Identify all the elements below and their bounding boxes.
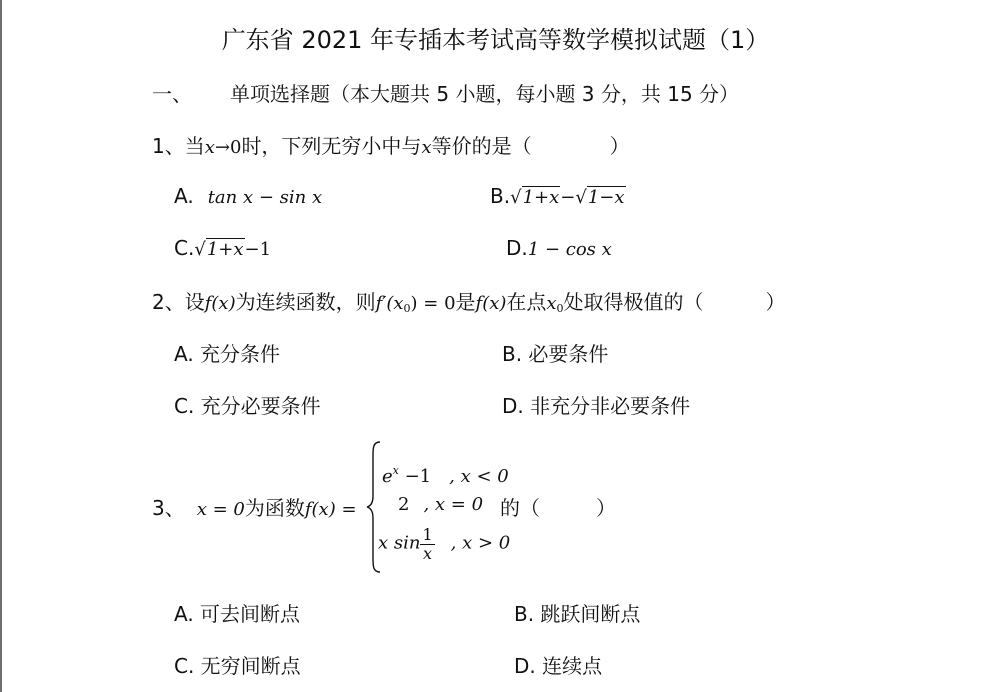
q2-option-a: A. 充分条件 bbox=[174, 342, 281, 366]
q1-zero: 0 bbox=[229, 137, 242, 158]
q1-option-d-expr: 1 − cos x bbox=[527, 239, 612, 260]
q1-option-d-label: D. bbox=[506, 236, 528, 260]
q3-case2-condition: , x = 0 bbox=[423, 494, 484, 515]
q3-case1-exponent: x bbox=[392, 464, 399, 477]
q1-option-b-minus: − bbox=[560, 187, 576, 208]
q1-option-b-label: B. bbox=[490, 184, 511, 208]
question-2 bbox=[152, 286, 786, 315]
sqrt-icon: √ bbox=[194, 239, 206, 260]
q3-tail bbox=[500, 492, 616, 521]
q3-case2-value: 2 bbox=[398, 494, 410, 515]
q2-point-x: x bbox=[546, 293, 557, 314]
q1-option-b-radicand-1: 1+x bbox=[522, 187, 560, 208]
question-3-lead bbox=[152, 492, 357, 521]
q3-case1-condition: , x < 0 bbox=[449, 466, 509, 487]
q3-option-b: B. 跳跃间断点 bbox=[514, 602, 641, 626]
q3-case3-numerator: 1 bbox=[422, 525, 433, 544]
q2-derivative: f′(x bbox=[375, 293, 404, 314]
q1-option-a-expr: tan x − sin x bbox=[207, 187, 323, 208]
q1-var-x: x bbox=[204, 137, 215, 158]
q2-text-mid3: 在点 bbox=[506, 290, 547, 314]
q3-func: f(x) = bbox=[304, 499, 357, 520]
q2-text-mid1: 为连续函数，则 bbox=[235, 290, 376, 314]
q1-arrow: → bbox=[214, 137, 230, 158]
sqrt-icon: √ bbox=[575, 187, 587, 208]
q2-text-tail: 处取得极值的（ bbox=[563, 290, 704, 314]
q2-func-1: f(x) bbox=[204, 293, 236, 314]
q1-close-paren: ） bbox=[609, 134, 630, 158]
q1-option-c bbox=[174, 236, 271, 260]
q3-case3-fraction bbox=[420, 526, 434, 562]
section-number: 一、 bbox=[152, 82, 192, 106]
q2-option-b: B. 必要条件 bbox=[502, 342, 609, 366]
q1-option-b-radicand-2: 1−x bbox=[587, 187, 625, 208]
q3-case3-condition: , x > 0 bbox=[450, 532, 511, 554]
q3-case3-prefix: x sin bbox=[378, 532, 421, 554]
q3-condition: x = 0 bbox=[196, 499, 245, 520]
q3-text-tail: 的（ bbox=[500, 496, 540, 520]
q3-close-paren: ） bbox=[596, 496, 616, 520]
q3-number: 3、 bbox=[152, 496, 185, 520]
left-page-edge bbox=[0, 0, 2, 692]
q2-subscript-0: 0 bbox=[403, 302, 411, 315]
section-label: 单项选择题（本大题共 5 小题，每小题 3 分，共 15 分） bbox=[230, 82, 740, 106]
q3-option-a: A. 可去间断点 bbox=[174, 602, 301, 626]
q1-option-a-label: A. bbox=[174, 184, 194, 208]
q3-case3-denominator: x bbox=[423, 543, 433, 563]
q1-option-d bbox=[506, 236, 612, 260]
q2-func-2: f(x) bbox=[475, 293, 507, 314]
q2-close-paren: ） bbox=[765, 290, 786, 314]
q2-number: 2、设 bbox=[152, 290, 205, 314]
q1-option-c-label: C. bbox=[174, 236, 195, 260]
q2-text-mid2: 是 bbox=[455, 290, 476, 314]
exam-title: 广东省 2021 年专插本考试高等数学模拟试题（1） bbox=[221, 26, 770, 54]
q2-option-c: C. 充分必要条件 bbox=[174, 394, 321, 418]
section-header bbox=[152, 78, 739, 107]
q2-subscript-0b: 0 bbox=[556, 302, 564, 315]
q1-option-c-tail: −1 bbox=[244, 239, 272, 260]
q2-option-d: D. 非充分非必要条件 bbox=[502, 394, 691, 418]
q1-option-a bbox=[174, 184, 322, 208]
q3-option-c: C. 无穷间断点 bbox=[174, 654, 301, 678]
q3-option-d: D. 连续点 bbox=[514, 654, 603, 678]
q3-text-mid: 为函数 bbox=[244, 496, 305, 520]
q1-var-x2: x bbox=[421, 137, 432, 158]
q3-case-3 bbox=[378, 526, 510, 562]
sqrt-icon: √ bbox=[510, 187, 522, 208]
q1-text-mid: 时，下列无穷小中与 bbox=[241, 134, 422, 158]
q3-case1-base: e bbox=[382, 466, 393, 487]
q1-number: 1、当 bbox=[152, 134, 205, 158]
q3-case1-tail: −1 bbox=[398, 466, 432, 487]
q2-equals-zero: ) = 0 bbox=[410, 293, 456, 314]
question-1 bbox=[152, 130, 630, 159]
q3-case-2 bbox=[398, 494, 483, 515]
q1-option-c-radicand: 1+x bbox=[206, 239, 244, 260]
q3-case-1 bbox=[382, 464, 509, 487]
q1-option-b bbox=[490, 184, 626, 208]
q1-text-tail: 等价的是（ bbox=[431, 134, 532, 158]
